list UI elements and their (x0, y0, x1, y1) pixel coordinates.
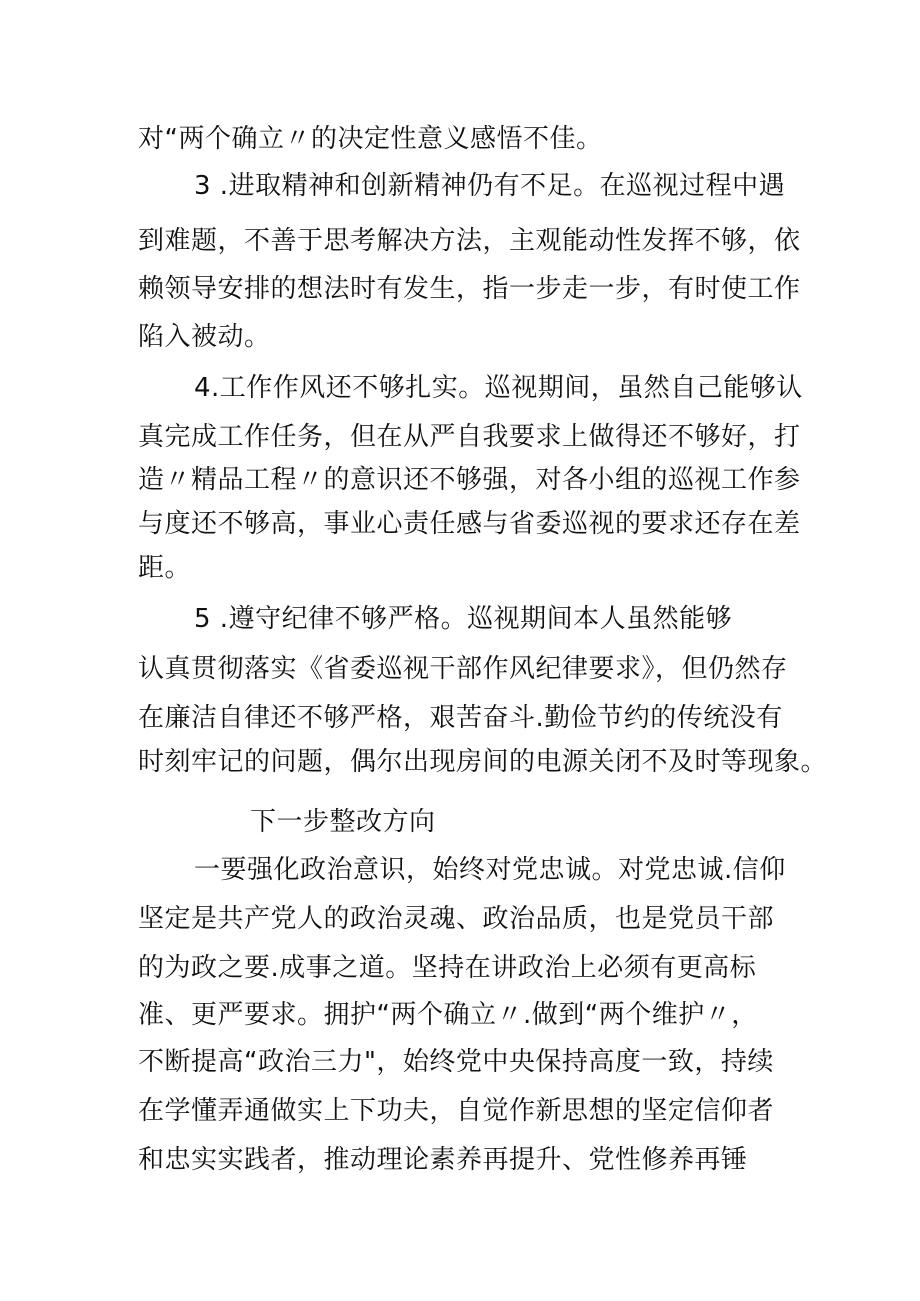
text-line: 4.工作作风还不够扎实。巡视期间，虽然自己能够认 (194, 373, 803, 403)
text-line: 一要强化政治意识，始终对党忠诚。对党忠诚.信仰 (194, 855, 786, 885)
text-line: 不断提高“政治三力"，始终党中央保持高度一致，持续 (138, 1047, 774, 1077)
text-line: 认真贯彻落实《省委巡视干部作风纪律要求》，但仍然存 (138, 654, 788, 684)
text-line: 造〃精品工程〃的意识还不够强，对各小组的巡视工作参 (138, 465, 801, 495)
text-line: 坚定是共产党人的政治灵魂、政治品质，也是党员干部 (138, 904, 775, 934)
text-line: 3 .进取精神和创新精神仍有不足。在巡视过程中遇 (194, 171, 786, 201)
text-line: 陷入被动。 (138, 322, 271, 352)
text-line: 真完成工作任务，但在从严自我要求上做得还不够好，打 (138, 422, 801, 452)
text-line: 对“两个确立〃的决定性意义感悟不佳。 (138, 124, 603, 154)
text-line: 距。 (138, 553, 192, 583)
section-heading: 下一步整改方向 (250, 807, 436, 837)
text-line: 的为政之要.成事之道。坚持在讲政治上必须有更高标 (138, 953, 757, 983)
text-line: 赖领导安排的想法时有发生，指一步走一步，有时使工作 (138, 274, 801, 304)
text-line: 和忠实实践者，推动理论素养再提升、党性修养再锤 (138, 1145, 748, 1175)
text-line: 与度还不够高，事业心责任感与省委巡视的要求还存在差 (138, 509, 801, 539)
text-line: 5 .遵守纪律不够严格。巡视期间本人虽然能够 (194, 604, 733, 634)
text-line: 在学懂弄通做实上下功夫，自觉作新思想的坚定信仰者 (138, 1096, 775, 1126)
text-line: 时刻牢记的问题，偶尔出现房间的电源关闭不及时等现象。 (138, 747, 828, 777)
text-line: 准、更严要求。拥护“两个确立〃.做到“两个维护〃， (138, 1000, 758, 1030)
text-line: 在廉洁自律还不够严格，艰苦奋斗.勤俭节约的传统没有 (138, 703, 783, 733)
text-line: 到难题，不善于思考解决方法，主观能动性发挥不够，依 (138, 226, 801, 256)
